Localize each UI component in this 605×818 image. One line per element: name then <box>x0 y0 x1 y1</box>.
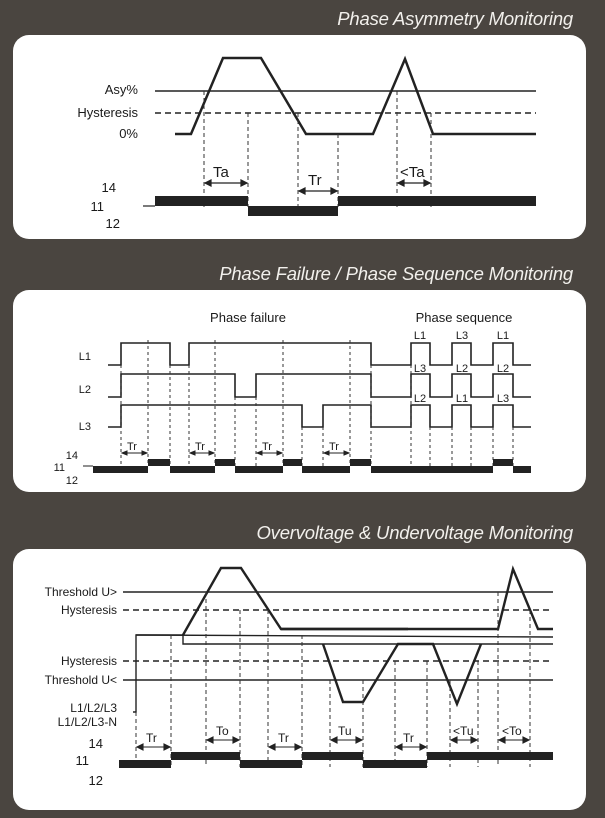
l1-signal <box>108 343 531 365</box>
relay-deenergized-bar <box>119 760 171 768</box>
asymmetry-panel <box>13 35 586 239</box>
relay-energized-bar <box>155 196 248 206</box>
hysteresis-label: Hysteresis <box>77 105 138 120</box>
timer-arrows <box>137 737 529 750</box>
contact-12-label: 12 <box>88 773 103 788</box>
relay-deenergized-bar <box>93 466 148 473</box>
relay-deenergized-bar <box>302 466 350 473</box>
voltage-signal <box>323 644 481 704</box>
to-label: To <box>216 724 229 738</box>
phases-n-label: L1/L2/L3-N <box>57 715 117 729</box>
tr-label: Tr <box>262 441 272 453</box>
seq-label: L1 <box>455 393 469 405</box>
hysteresis-low-label: Hysteresis <box>60 654 117 668</box>
asymmetry-signal <box>175 58 536 134</box>
event-markers <box>121 340 513 466</box>
seq-label: L3 <box>496 393 510 405</box>
voltage-panel <box>13 549 586 810</box>
relay-energized-bar <box>427 752 553 760</box>
phase-sequence-header: Phase sequence <box>415 310 513 325</box>
relay-deenergized-bar <box>363 760 427 768</box>
seq-label: L1 <box>496 330 510 342</box>
voltage-diagram <box>13 549 586 810</box>
tr-label: Tr <box>278 731 289 745</box>
seq-label: L3 <box>413 363 427 375</box>
event-markers <box>204 91 431 207</box>
seq-label: L3 <box>455 330 469 342</box>
lt-to-label: <To <box>502 724 522 738</box>
contact-12-label: 12 <box>105 216 120 231</box>
relay-deenergized-bar <box>248 206 338 216</box>
l1-label: L1 <box>78 351 91 363</box>
tr-label: Tr <box>127 441 137 453</box>
voltage-signal <box>183 568 408 635</box>
relay-deenergized-bar <box>513 466 531 473</box>
lt-tu-label: <Tu <box>453 724 474 738</box>
contact-12-label: 12 <box>65 475 78 487</box>
relay-deenergized-bar <box>170 466 215 473</box>
contact-11-label: 11 <box>90 199 104 214</box>
relay-energized-bar <box>493 459 513 466</box>
contact-14-label: 14 <box>101 180 116 195</box>
lt-ta-label: <Ta <box>400 164 425 181</box>
tr-label: Tr <box>308 172 322 189</box>
relay-energized-bar <box>338 196 536 206</box>
tu-label: Tu <box>338 724 352 738</box>
threshold-high-label: Threshold U> <box>44 585 117 599</box>
seq-label: L2 <box>455 363 469 375</box>
threshold-low-label: Threshold U< <box>44 673 117 687</box>
asymmetry-diagram <box>13 35 586 239</box>
seq-label: L2 <box>496 363 510 375</box>
relay-energized-bar <box>350 459 371 466</box>
asymmetry-title: Phase Asymmetry Monitoring <box>337 8 573 29</box>
voltage-title: Overvoltage & Undervoltage Monitoring <box>256 522 573 543</box>
contact-11-label: 11 <box>75 753 89 768</box>
tr-label: Tr <box>195 441 205 453</box>
nominal-line <box>136 635 553 637</box>
relay-energized-bar <box>302 752 363 760</box>
failure-title: Phase Failure / Phase Sequence Monitoring <box>219 263 573 284</box>
failure-panel <box>13 290 586 492</box>
l2-label: L2 <box>78 384 91 396</box>
relay-deenergized-bar <box>240 760 302 768</box>
relay-energized-bar <box>283 459 302 466</box>
l3-signal <box>108 405 531 427</box>
hysteresis-high-label: Hysteresis <box>60 603 117 617</box>
asy-level-label: Asy% <box>104 82 138 97</box>
seq-label: L2 <box>413 393 427 405</box>
phase-failure-header: Phase failure <box>210 310 286 325</box>
tr-label: Tr <box>329 441 339 453</box>
relay-energized-bar <box>171 752 240 760</box>
contact-14-label: 14 <box>88 736 103 751</box>
contact-14-label: 14 <box>65 450 78 462</box>
phases-label: L1/L2/L3 <box>70 701 117 715</box>
relay-energized-bar <box>148 459 170 466</box>
l3-label: L3 <box>78 421 91 433</box>
relay-energized-bar <box>215 459 235 466</box>
seq-label: L1 <box>413 330 427 342</box>
ta-label: Ta <box>213 164 229 181</box>
tr-label: Tr <box>403 731 414 745</box>
failure-diagram <box>13 290 586 492</box>
tr-label: Tr <box>146 731 157 745</box>
zero-level-label: 0% <box>119 126 138 141</box>
voltage-signal <box>281 569 553 629</box>
relay-deenergized-bar <box>235 466 283 473</box>
relay-deenergized-bar <box>371 466 493 473</box>
contact-11-label: 11 <box>53 462 65 474</box>
